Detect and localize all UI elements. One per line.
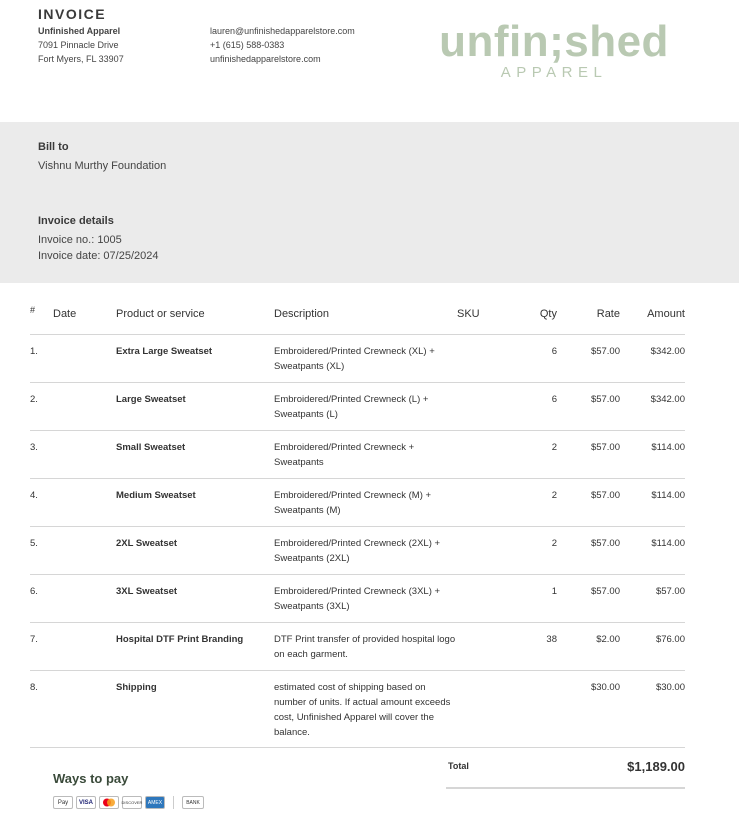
cell-sku — [457, 574, 517, 622]
brand-logo — [423, 18, 685, 82]
company-contact — [210, 24, 355, 66]
table-header-row — [30, 303, 685, 334]
invoice-details-label: Invoice details — [38, 215, 114, 227]
cell-description: estimated cost of shipping based on number of units. If actual amount exceeds cost, Unfinished Apparel will cover the balance. — [274, 670, 457, 747]
apple-pay-icon: Pay — [53, 796, 73, 809]
cell-product: 2XL Sweatset — [116, 526, 274, 574]
payment-divider — [173, 796, 174, 809]
visa-icon: VISA — [76, 796, 96, 809]
company-phone: +1 (615) 588-0383 — [210, 40, 285, 50]
cell-qty: 2 — [517, 430, 557, 478]
cell-rate: $57.00 — [557, 478, 620, 526]
table-row — [30, 526, 685, 574]
col-header-rate: Rate — [557, 303, 620, 334]
cell-rate: $2.00 — [557, 622, 620, 670]
cell-description: Embroidered/Printed Crewneck (L) + Sweatpants (L) — [274, 382, 457, 430]
cell-description: Embroidered/Printed Crewneck (3XL) + Sweatpants (3XL) — [274, 574, 457, 622]
cell-date — [53, 670, 116, 747]
table-row — [30, 382, 685, 430]
company-email: lauren@unfinishedapparelstore.com — [210, 26, 355, 36]
logo-wordmark: unfin;shed — [439, 17, 669, 66]
col-header-date: Date — [53, 303, 116, 334]
bill-to-label: Bill to — [38, 141, 69, 153]
cell-sku — [457, 622, 517, 670]
company-website: unfinishedapparelstore.com — [210, 54, 321, 64]
line-items-table — [30, 303, 685, 748]
cell-description: Embroidered/Printed Crewneck (2XL) + Sweatpants (2XL) — [274, 526, 457, 574]
cell-sku — [457, 430, 517, 478]
total-label: Total — [448, 761, 469, 771]
cell-description: Embroidered/Printed Crewneck + Sweatpants — [274, 430, 457, 478]
cell-product: Small Sweatset — [116, 430, 274, 478]
cell-product: Medium Sweatset — [116, 478, 274, 526]
cell-amount: $30.00 — [620, 670, 685, 747]
invoice-header — [0, 0, 739, 122]
cell-num: 4. — [30, 478, 53, 526]
cell-product: Hospital DTF Print Branding — [116, 622, 274, 670]
cell-num: 2. — [30, 382, 53, 430]
cell-amount: $76.00 — [620, 622, 685, 670]
bill-to-name: Vishnu Murthy Foundation — [38, 160, 167, 172]
cell-amount: $342.00 — [620, 334, 685, 382]
cell-rate: $57.00 — [557, 430, 620, 478]
cell-qty — [517, 670, 557, 747]
cell-product: Large Sweatset — [116, 382, 274, 430]
table-row — [30, 574, 685, 622]
cell-date — [53, 334, 116, 382]
cell-date — [53, 478, 116, 526]
cell-sku — [457, 670, 517, 747]
total-underline — [446, 787, 685, 789]
table-row — [30, 334, 685, 382]
cell-product: 3XL Sweatset — [116, 574, 274, 622]
cell-date — [53, 622, 116, 670]
cell-rate: $57.00 — [557, 382, 620, 430]
cell-rate: $57.00 — [557, 574, 620, 622]
cell-date — [53, 574, 116, 622]
cell-num: 1. — [30, 334, 53, 382]
cell-sku — [457, 478, 517, 526]
cell-num: 8. — [30, 670, 53, 747]
cell-description: Embroidered/Printed Crewneck (XL) + Sweatpants (XL) — [274, 334, 457, 382]
table-row — [30, 622, 685, 670]
company-name: Unfinished Apparel — [38, 26, 121, 36]
cell-num: 6. — [30, 574, 53, 622]
col-header-qty: Qty — [517, 303, 557, 334]
cell-amount: $114.00 — [620, 526, 685, 574]
cell-qty: 2 — [517, 526, 557, 574]
cell-description: DTF Print transfer of provided hospital logo on each garment. — [274, 622, 457, 670]
cell-rate: $57.00 — [557, 334, 620, 382]
cell-description: Embroidered/Printed Crewneck (M) + Sweatpants (M) — [274, 478, 457, 526]
table-row — [30, 478, 685, 526]
cell-rate: $57.00 — [557, 526, 620, 574]
cell-sku — [457, 334, 517, 382]
company-address-line1: 7091 Pinnacle Drive — [38, 40, 119, 50]
col-header-product: Product or service — [116, 303, 274, 334]
cell-amount: $57.00 — [620, 574, 685, 622]
cell-qty: 6 — [517, 382, 557, 430]
table-row — [30, 670, 685, 747]
col-header-sku: SKU — [457, 303, 517, 334]
mastercard-icon — [99, 796, 119, 809]
discover-icon: DISCOVER — [122, 796, 142, 809]
cell-amount: $114.00 — [620, 478, 685, 526]
bank-icon: BANK — [182, 796, 204, 809]
cell-amount: $342.00 — [620, 382, 685, 430]
cell-sku — [457, 526, 517, 574]
bill-to-panel — [0, 122, 739, 283]
cell-qty: 6 — [517, 334, 557, 382]
company-info — [38, 24, 124, 66]
total-value: $1,189.00 — [627, 759, 685, 774]
col-header-num: # — [30, 303, 53, 334]
cell-product: Shipping — [116, 670, 274, 747]
cell-date — [53, 526, 116, 574]
col-header-amount: Amount — [620, 303, 685, 334]
cell-num: 3. — [30, 430, 53, 478]
invoice-number: Invoice no.: 1005 — [38, 234, 122, 246]
company-address-line2: Fort Myers, FL 33907 — [38, 54, 124, 64]
payment-methods — [53, 796, 204, 809]
logo-subtitle: APPAREL — [500, 64, 608, 81]
cell-rate: $30.00 — [557, 670, 620, 747]
cell-product: Extra Large Sweatset — [116, 334, 274, 382]
col-header-description: Description — [274, 303, 457, 334]
cell-num: 7. — [30, 622, 53, 670]
cell-date — [53, 382, 116, 430]
cell-qty: 1 — [517, 574, 557, 622]
table-row — [30, 430, 685, 478]
ways-to-pay-title: Ways to pay — [53, 771, 129, 786]
amex-icon: AMEX — [145, 796, 165, 809]
cell-date — [53, 430, 116, 478]
invoice-title: INVOICE — [38, 6, 107, 22]
cell-sku — [457, 382, 517, 430]
cell-amount: $114.00 — [620, 430, 685, 478]
invoice-date: Invoice date: 07/25/2024 — [38, 250, 159, 262]
cell-qty: 2 — [517, 478, 557, 526]
cell-qty: 38 — [517, 622, 557, 670]
cell-num: 5. — [30, 526, 53, 574]
